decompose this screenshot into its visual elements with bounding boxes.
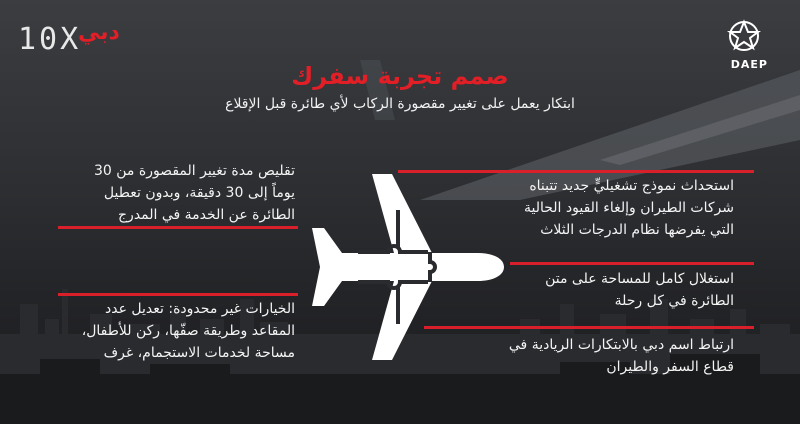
right-point-1	[484, 175, 734, 241]
text-line: الخيارات غير محدودة: تعديل عدد	[105, 301, 295, 317]
text-line: المقاعد وطريقة صفّها، ركن للأطفال،	[81, 323, 295, 339]
brand-dubai-logo: دبي	[78, 20, 120, 45]
text-line: الطائرة عن الخدمة في المدرج	[118, 207, 295, 223]
text-line: استحداث نموذج تشغيليٍّ جديد تتبناه	[529, 178, 734, 194]
text-line: يوماً إلى 30 دقيقة، وبدون تعطيل	[103, 185, 295, 201]
right-point-3	[474, 334, 734, 378]
daep-logo-text: DAEP	[730, 58, 768, 71]
divider-line	[58, 226, 298, 229]
page-subtitle: ابتكار يعمل على تغيير مقصورة الركاب لأي طائرة قبل الإقلاع	[225, 96, 575, 112]
text-line: شركات الطيران وإلغاء القيود الحالية	[523, 200, 734, 216]
text-line: مساحة لخدمات الاستجمام، غرف	[103, 345, 295, 361]
divider-line	[58, 293, 298, 296]
right-point-2	[494, 268, 734, 312]
airplane-puzzle-icon	[298, 160, 512, 374]
text-line: التي يفرضها نظام الدرجات الثلاث	[540, 222, 734, 238]
text-line: الطائرة في كل رحلة	[614, 293, 734, 309]
left-point-1	[65, 160, 295, 226]
page-title: صمم تجربة سفرك	[291, 62, 509, 90]
daep-emblem-icon	[726, 18, 762, 54]
divider-line	[510, 262, 754, 265]
text-line: استغلال كامل للمساحة على متن	[545, 271, 734, 287]
text-line: قطاع السفر والطيران	[606, 359, 734, 375]
brand-10x-logo: 10X	[18, 22, 82, 57]
text-line: ارتباط اسم دبي بالابتكارات الريادية في	[508, 337, 734, 353]
text-line: تقليص مدة تغيير المقصورة من 30	[93, 163, 295, 179]
left-point-2	[45, 298, 295, 364]
